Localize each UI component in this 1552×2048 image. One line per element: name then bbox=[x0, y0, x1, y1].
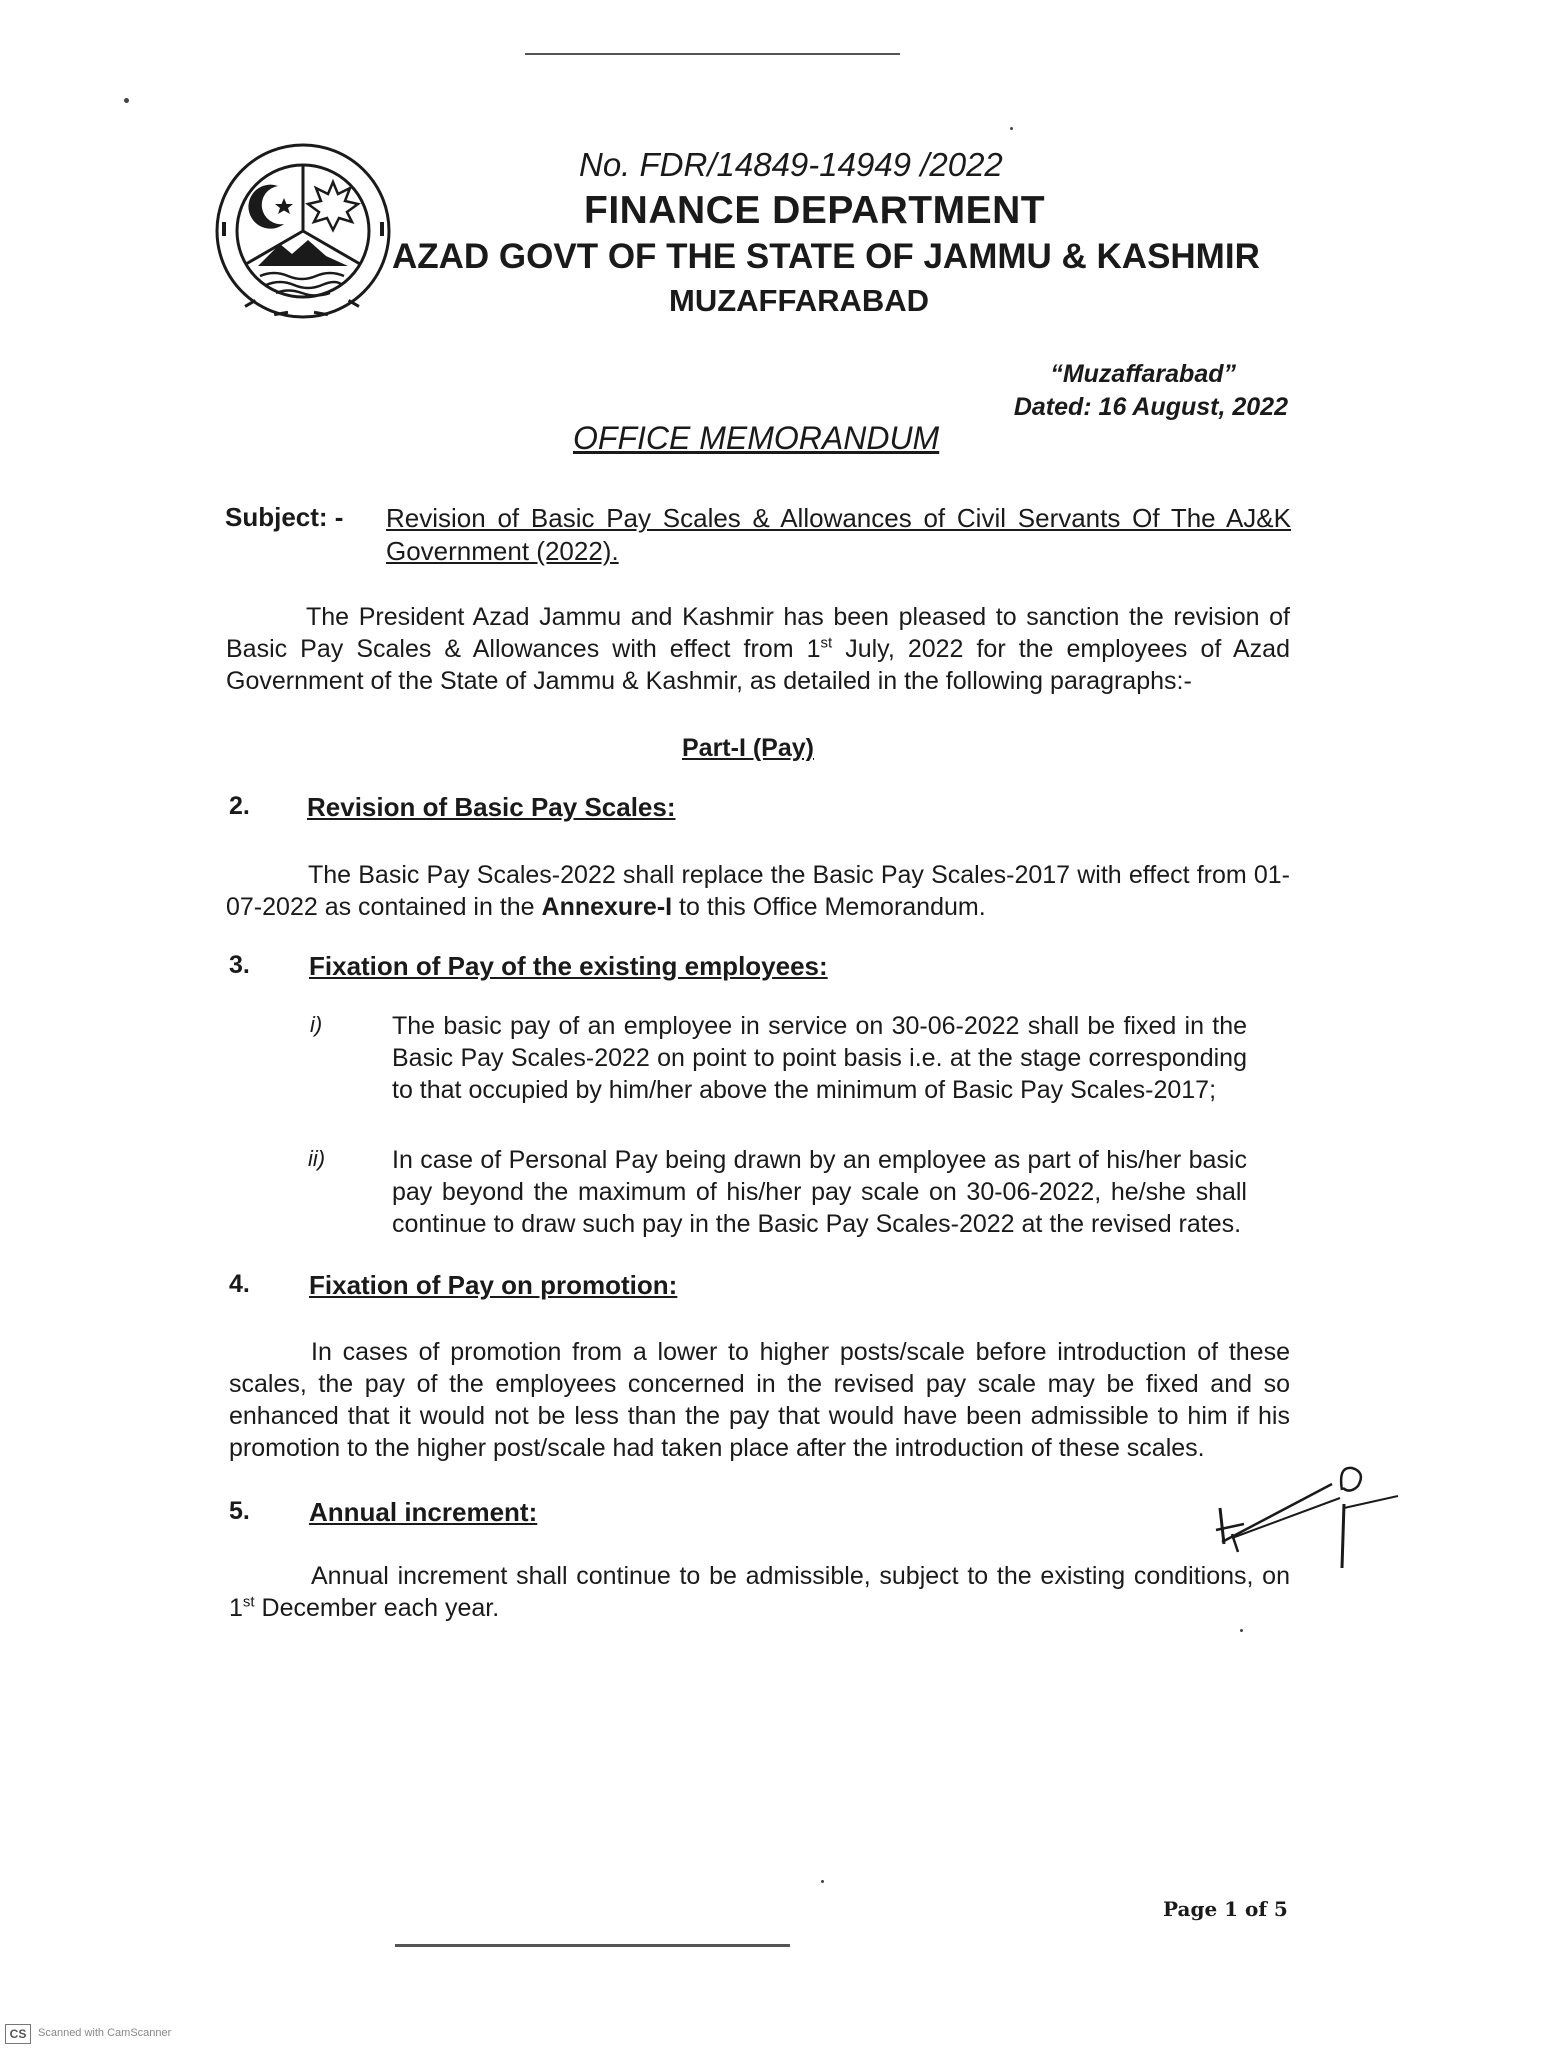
top-edge-line bbox=[525, 53, 900, 55]
subject-text: Revision of Basic Pay Scales & Allowances of Civil Servants Of The AJ&K Government (2022). bbox=[386, 503, 1291, 566]
signature-icon bbox=[1202, 1460, 1402, 1580]
intro-text-start: The President Azad Jammu and Kashmir has been pleased to sanction the revision of Basic Pay Scales & Allowances with effect from 1 bbox=[226, 603, 1290, 663]
section-number: 4. bbox=[229, 1270, 250, 1298]
government-seal-icon bbox=[214, 142, 392, 320]
scan-speck bbox=[821, 1880, 824, 1883]
section5-text-end: December each year. bbox=[254, 1594, 500, 1622]
intro-paragraph bbox=[226, 601, 1290, 697]
file-number: No. FDR/14849-14949 /2022 bbox=[579, 146, 1003, 183]
scan-speck bbox=[1240, 1629, 1243, 1632]
page-number: Page 1 of 5 bbox=[1163, 1897, 1288, 1921]
bottom-edge-line bbox=[395, 1944, 790, 1947]
issue-place: “Muzaffarabad” bbox=[1050, 360, 1236, 388]
list-item: In case of Personal Pay being drawn by an employee as part of his/her basic pay beyond the maximum of his/her pay scale on 30-06-2022, he/she shall continue to draw such pay in the Basic Pay Scales-2022 at the revised rates. bbox=[392, 1146, 1247, 1238]
scan-speck bbox=[1010, 127, 1013, 130]
memo-title: OFFICE MEMORANDUM bbox=[573, 420, 940, 456]
subject-label: Subject: - bbox=[225, 502, 344, 532]
section-title: Revision of Basic Pay Scales: bbox=[307, 792, 676, 822]
section-title: Fixation of Pay on promotion: bbox=[309, 1270, 678, 1300]
government-name: AZAD GOVT OF THE STATE OF JAMMU & KASHMIR bbox=[392, 237, 1260, 276]
section-number: 2. bbox=[229, 792, 250, 820]
section2-text-end: to this Office Memorandum. bbox=[672, 893, 986, 921]
scanner-watermark: Scanned with CamScanner bbox=[38, 2027, 172, 2039]
intro-text-end: July, 2022 for the employees of Azad Government of the State of Jammu & Kashmir, as detailed in the following paragraphs:- bbox=[226, 635, 1290, 695]
section5-text-start: Annual increment shall continue to be admissible, subject to the existing conditions, on 1 bbox=[229, 1562, 1290, 1622]
issue-date: Dated: 16 August, 2022 bbox=[1013, 393, 1288, 421]
part-heading: Part-I (Pay) bbox=[682, 734, 814, 762]
list-item: The basic pay of an employee in service on 30-06-2022 shall be fixed in the Basic Pay Scales-2022 on point to point basis i.e. at the stage corresponding to that occupied by him/her above the minimum of Basic Pay Scales-2017; bbox=[392, 1012, 1247, 1104]
section-paragraph bbox=[226, 859, 1290, 923]
list-marker: ii) bbox=[308, 1146, 326, 1171]
list-marker: i) bbox=[310, 1012, 323, 1037]
scan-speck bbox=[124, 98, 129, 103]
annexure-reference: Annexure-I bbox=[541, 893, 673, 921]
section-paragraph: In cases of promotion from a lower to higher posts/scale before introduction of these scales, the pay of the employees concerned in the revised pay scale may be fixed and so enhanced that it would not be less than the pay that would have been admissible to him if his promotion to the higher post/scale had taken place after the introduction of these scales. bbox=[229, 1338, 1290, 1462]
section-paragraph bbox=[229, 1560, 1290, 1624]
intro-superscript: st bbox=[820, 634, 833, 652]
department-name: FINANCE DEPARTMENT bbox=[584, 189, 1046, 232]
section-title: Annual increment: bbox=[309, 1497, 538, 1527]
city-name: MUZAFFARABAD bbox=[669, 283, 930, 318]
section-number: 3. bbox=[229, 951, 250, 979]
section-title: Fixation of Pay of the existing employees: bbox=[309, 951, 828, 981]
camscanner-logo-icon: CS bbox=[5, 2024, 31, 2044]
section5-superscript: st bbox=[242, 1593, 255, 1611]
section2-text-start: The Basic Pay Scales-2022 shall replace the Basic Pay Scales-2017 with effect from 01-07-2022 as contained in the bbox=[226, 861, 1290, 921]
section-number: 5. bbox=[229, 1497, 250, 1525]
